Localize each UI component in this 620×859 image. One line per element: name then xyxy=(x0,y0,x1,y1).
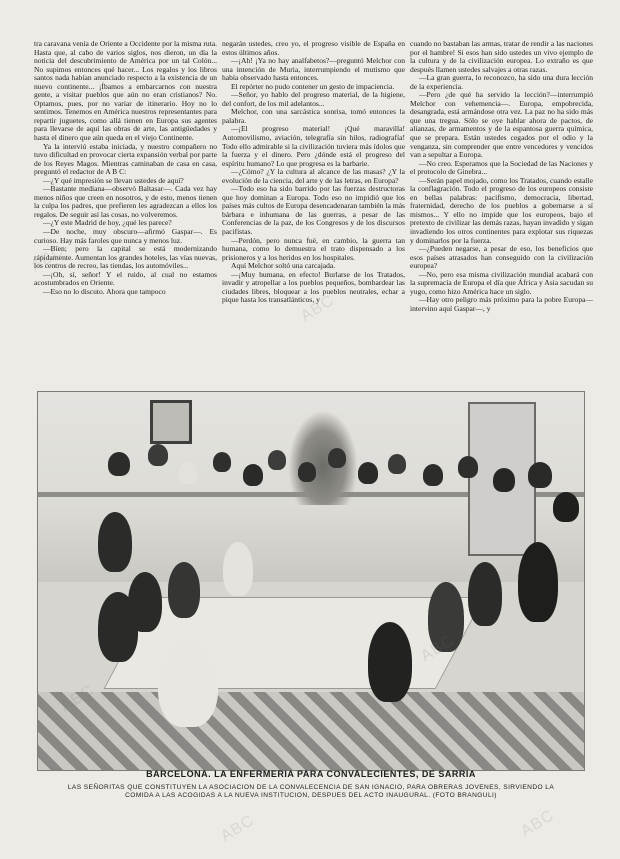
photo-person-silhouette xyxy=(298,462,316,482)
article-paragraph: —¿Cómo? ¿Y la cultura al alcance de las masas? ¿Y la evolución de la ciencia, del arte y de las letras, en Europa? xyxy=(222,167,405,185)
watermark: ABC xyxy=(27,241,68,276)
article-column-2 xyxy=(222,40,405,384)
photo-person-silhouette xyxy=(553,492,579,522)
photo-christmas-tree xyxy=(288,410,358,505)
article-paragraph: —Eso no lo discuto. Ahora que tampoco xyxy=(43,286,166,296)
article-paragraph: —¡Muy humana, en efecto! Burlarse de los Tratados, invadir y atropellar a los pueblos pequeños, bombardear las ciudades libres, bloquear a los pueblos neutrales, echar a pique hasta los transatlánticos, y xyxy=(222,269,405,305)
article-paragraph: —Pero ¿de qué ha servido la lección?—interrumpió Melchor con vehemencia—. Europa, empobrecida, desangrada, está armándose otra vez. La paz no ha sido más que una tregua. Sólo se oye hablar ahora de pactos, de alianzas, de armamentos y de la espantosa guerra química, que se prepara. Están ustedes cegados por el odio y la venganza, sin comprender que entre vencedores y vencidos van a sepultar a Europa. xyxy=(410,90,593,160)
watermark: ABC xyxy=(417,631,458,666)
article-paragraph: —¡Ah! ¡Ya no hay analfabetos?—preguntó Melchor con una intención de Muria, interrumpiendo el mutismo que había observado hasta entonces. xyxy=(222,56,405,83)
photo-person-silhouette xyxy=(158,637,218,727)
watermark: ABC xyxy=(297,291,338,326)
photo-person-silhouette xyxy=(368,622,412,702)
article-paragraph: —Todo eso ha sido barrido por las fuerzas destructoras que hoy dominan a Europa. Todo eso no impidió que los países más cultos de Europa desencadenaran también la más bárbara e inhumana de las guerras, a pesar de las Conferencias de la paz, de los Congresos y de los discursos pacifistas. xyxy=(222,184,405,237)
article-paragraph: negarán ustedes, creo yo, el progreso visible de España en estos últimos años. xyxy=(222,40,405,57)
article-paragraph: —De noche, muy obscuro—afirmó Gaspar—. Es curioso. Hay más faroles que nunca y menos luz. xyxy=(34,227,217,245)
photo-caption xyxy=(37,768,585,800)
article-paragraph: —No creo. Esperamos que la Sociedad de las Naciones y el protocolo de Ginebra... xyxy=(410,158,593,177)
article-paragraph: —La gran guerra, lo reconozco, ha sido una dura lección de la experiencia. xyxy=(410,73,593,91)
article-paragraph: Ya la interviú estaba iniciada, y nuestro compañero no tuvo dificultad en provocar cierta expansión verbal por parte de los Reyes Magos. Mientras caminaban de casa en casa, preguntó el redactor de A B C: xyxy=(34,141,217,177)
article-paragraph: —Hay otro peligro más próximo para la pobre Europa—intervino aquí Gaspar—, y xyxy=(410,295,593,313)
article-column-1 xyxy=(34,40,217,384)
photo-person-silhouette xyxy=(468,562,502,626)
photo-person-silhouette xyxy=(243,464,263,486)
article-paragraph: —¿Y este Madrid de hoy, ¿qué les parece? xyxy=(43,218,172,228)
article-paragraph: —Perdón, pero nunca fué, en cambio, la guerra tan humana, como lo demuestra el trato dispensado a los prisioneros y a los heridos en los hospitales. xyxy=(222,235,405,262)
photo-person-silhouette xyxy=(328,448,346,468)
photo-person-silhouette xyxy=(358,462,378,484)
article-paragraph: cuando no bastaban las armas, tratar de rendir a las naciones por el hambre! Si esos han sido ustedes un vivo ejemplo de la cultura y de la civilización europea. Lo extraño es que después llamen ustedes salvajes a otras razas. xyxy=(410,40,593,74)
photo-caption-title: BARCELONA. LA ENFERMERIA PARA CONVALECIENTES, DE SARRIA xyxy=(146,769,476,779)
photo-person-silhouette xyxy=(148,444,168,466)
article-paragraph: —¿Y qué impresión se llevan ustedes de aquí? xyxy=(43,175,184,185)
watermark: ABC xyxy=(517,806,558,841)
photo-person-silhouette xyxy=(178,462,198,484)
article-paragraph: Aquí Melchor soltó una carcajada. xyxy=(231,261,336,271)
photo-person-silhouette xyxy=(108,452,130,476)
photo-person-silhouette xyxy=(423,464,443,486)
article-paragraph: —Señor, yo hablo del progreso material, de la higiene, del confort, de los mil adelantos... xyxy=(222,90,405,108)
watermark: ABC xyxy=(217,811,258,846)
article-column-3 xyxy=(410,40,593,384)
photo-person-silhouette xyxy=(528,462,552,488)
article-paragraph: —Serán papel mojado, como los Tratados, cuando estalle la conflagración. Todo el progreso de los europeos consiste en bellas palabras: pacifismo, democracia, libertad, fraternidad, derecho de los pueblos a gobernarse a sí mismos... Y ello no impide que los europeos, bajo el pretexto de civilizar las demás razas, hayan invadido y sigan invadiendo los otros continentes para explotar sus riquezas y dominarlos por la fuerza. xyxy=(410,175,593,245)
photo-person-silhouette xyxy=(98,512,132,572)
photo-person-silhouette xyxy=(268,450,286,470)
article-paragraph: —¡Oh, sí, señor! Y el ruido, al cual no estamos acostumbrados en Oriente. xyxy=(34,269,217,288)
photo-person-silhouette xyxy=(493,468,515,492)
article-paragraph: El repórter no pudo contener un gesto de impaciencia. xyxy=(231,81,395,91)
article-paragraph: —Bastante mediana—observó Baltasar—. Cada vez hay menos niños que creen en nosotros, y de esto, menos tienen la culpa los padres, que prefieren les agradezcan a ellos los regalos. De seguir así las cosas, no volveremos. xyxy=(34,184,217,219)
photo-caption-text: LAS SEÑORITAS QUE CONSTITUYEN LA ASOCIACION DE LA CONVALECENCIA DE SAN IGNACIO, PARA OBRERAS JOVENES, SIRVIENDO LA COMIDA A LAS ACOGIDAS A LA NUEVA INSTITUCION, DESPUES DEL ACTO INAUGURAL. (FOTO BRANGULI) xyxy=(67,784,555,799)
photo-person-silhouette xyxy=(388,454,406,474)
article-paragraph: —Bien; pero la capital se está modernizando rápidamente. Aumentan los grandes hoteles, las vías nuevas, los centros de recreo, las tiendas, los automóviles... xyxy=(34,244,217,271)
photo-person-silhouette xyxy=(518,542,558,622)
photo-person-silhouette xyxy=(458,456,478,478)
article-paragraph: —¡El progreso material! ¡Qué maravilla! Automovilismo, aviación, telegrafía sin hilos, radiografía! Todo ello admirable si la civilización tuviera más ídolos que la fuerza y el dinero. Pero ¿dónde está el progreso del espíritu humano? Lo que progresa es la barbarie. xyxy=(222,124,405,168)
photo-person-silhouette xyxy=(168,562,200,618)
article-paragraph: tra caravana venía de Oriente a Occidente por la misma ruta. Hasta que, al cabo de varios siglos, nos dieron, un día la noticia del descubrimiento de América por un tal Colón... No supimos entonces qué hacer... Los regalos y los libros santos nada habían anunciado respecto a la existencia de un nuevo continente... ¡Íbamos a embarcarnos con nuestra gente, a visitar pueblos que aún no eran cristianos? No. Optamos, pues, por no variar de itinerario. Hoy no lo sentimos. Tenemos en América nuestros representantes para repartir juguetes, como allá tienen en Europa sus agentes para llevarse de aquí las obras de arte, las antigüedades y hasta el dinero que aún queda en el viejo Continente. xyxy=(34,40,217,143)
article-paragraph: —¿Pueden negarse, a pesar de eso, los beneficios que esos países atrasados han conseguido con la civilización europea? xyxy=(410,244,593,271)
photograph xyxy=(37,391,585,771)
photo-wall-picture xyxy=(150,400,192,444)
article-paragraph: —No, pero esa misma civilización mundial acabará con la supremacía de Europa el día que África y Asia sacudan su yugo, como hizo América hace un siglo. xyxy=(410,269,593,296)
photo-person-silhouette xyxy=(98,592,138,662)
photo-person-silhouette xyxy=(213,452,231,472)
photo-tiled-floor xyxy=(38,692,584,770)
photo-person-silhouette xyxy=(223,542,253,596)
watermark: ABC xyxy=(57,681,98,716)
article-paragraph: Melchor, con una sarcástica sonrisa, tomó entonces la palabra. xyxy=(222,107,405,125)
